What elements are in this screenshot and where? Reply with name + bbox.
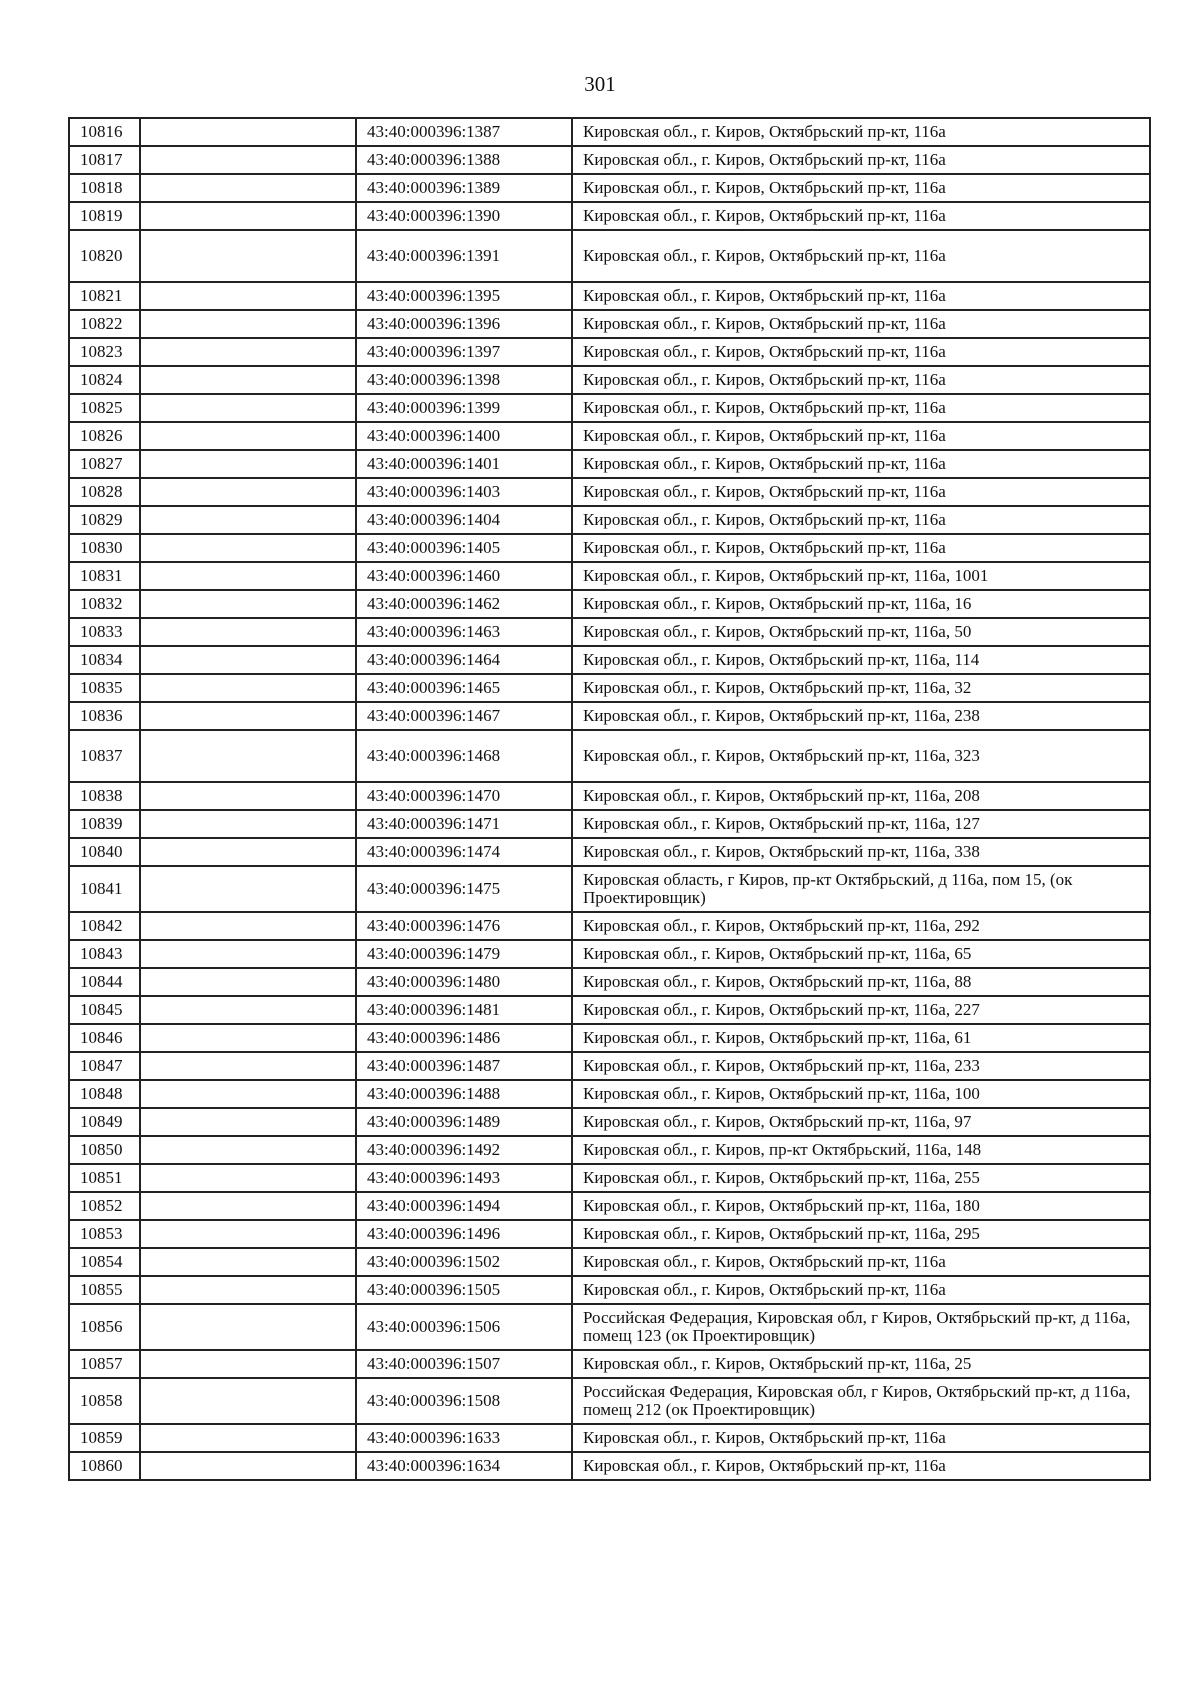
table-row	[69, 1192, 1150, 1220]
row-number: 10834	[69, 646, 140, 674]
table-row	[69, 394, 1150, 422]
row-number: 10826	[69, 422, 140, 450]
address: Кировская обл., г. Киров, Октябрьский пр-кт, 116а	[572, 202, 1150, 230]
row-number: 10827	[69, 450, 140, 478]
empty-cell	[140, 940, 356, 968]
row-number: 10837	[69, 730, 140, 782]
row-number: 10851	[69, 1164, 140, 1192]
table-row	[69, 478, 1150, 506]
address: Кировская обл., г. Киров, Октябрьский пр-кт, 116а	[572, 478, 1150, 506]
empty-cell	[140, 810, 356, 838]
row-number: 10830	[69, 534, 140, 562]
cadastral-number: 43:40:000396:1387	[356, 118, 572, 146]
empty-cell	[140, 1108, 356, 1136]
row-number: 10839	[69, 810, 140, 838]
table-row	[69, 810, 1150, 838]
registry-table-body	[69, 118, 1150, 1480]
table-row	[69, 1276, 1150, 1304]
address: Кировская обл., г. Киров, Октябрьский пр-кт, 116а, 100	[572, 1080, 1150, 1108]
row-number: 10853	[69, 1220, 140, 1248]
cadastral-number: 43:40:000396:1507	[356, 1350, 572, 1378]
empty-cell	[140, 1452, 356, 1480]
address: Кировская обл., г. Киров, Октябрьский пр-кт, 116а, 255	[572, 1164, 1150, 1192]
row-number: 10854	[69, 1248, 140, 1276]
empty-cell	[140, 838, 356, 866]
empty-cell	[140, 174, 356, 202]
cadastral-number: 43:40:000396:1633	[356, 1424, 572, 1452]
cadastral-number: 43:40:000396:1397	[356, 338, 572, 366]
address: Кировская обл., г. Киров, Октябрьский пр-кт, 116а, 127	[572, 810, 1150, 838]
empty-cell	[140, 968, 356, 996]
cadastral-number: 43:40:000396:1487	[356, 1052, 572, 1080]
row-number: 10832	[69, 590, 140, 618]
table-row	[69, 702, 1150, 730]
empty-cell	[140, 1192, 356, 1220]
empty-cell	[140, 1024, 356, 1052]
row-number: 10842	[69, 912, 140, 940]
table-row	[69, 146, 1150, 174]
cadastral-number: 43:40:000396:1506	[356, 1304, 572, 1350]
cadastral-number: 43:40:000396:1467	[356, 702, 572, 730]
row-number: 10823	[69, 338, 140, 366]
table-row	[69, 1052, 1150, 1080]
address: Кировская обл., г. Киров, Октябрьский пр-кт, 116а, 295	[572, 1220, 1150, 1248]
table-row	[69, 562, 1150, 590]
address: Кировская обл., г. Киров, Октябрьский пр-кт, 116а, 114	[572, 646, 1150, 674]
table-row	[69, 118, 1150, 146]
row-number: 10820	[69, 230, 140, 282]
table-row	[69, 940, 1150, 968]
cadastral-number: 43:40:000396:1494	[356, 1192, 572, 1220]
empty-cell	[140, 1052, 356, 1080]
row-number: 10825	[69, 394, 140, 422]
table-row	[69, 1378, 1150, 1424]
empty-cell	[140, 1276, 356, 1304]
row-number: 10855	[69, 1276, 140, 1304]
table-row	[69, 618, 1150, 646]
empty-cell	[140, 782, 356, 810]
cadastral-number: 43:40:000396:1388	[356, 146, 572, 174]
row-number: 10824	[69, 366, 140, 394]
row-number: 10818	[69, 174, 140, 202]
cadastral-number: 43:40:000396:1496	[356, 1220, 572, 1248]
row-number: 10817	[69, 146, 140, 174]
table-row	[69, 838, 1150, 866]
table-row	[69, 1220, 1150, 1248]
row-number: 10846	[69, 1024, 140, 1052]
address: Кировская обл., г. Киров, Октябрьский пр-кт, 116а	[572, 1452, 1150, 1480]
empty-cell	[140, 230, 356, 282]
row-number: 10836	[69, 702, 140, 730]
row-number: 10822	[69, 310, 140, 338]
address: Кировская обл., г. Киров, Октябрьский пр-кт, 116а, 65	[572, 940, 1150, 968]
address: Кировская обл., г. Киров, Октябрьский пр-кт, 116а	[572, 230, 1150, 282]
row-number: 10841	[69, 866, 140, 912]
empty-cell	[140, 730, 356, 782]
cadastral-number: 43:40:000396:1471	[356, 810, 572, 838]
cadastral-number: 43:40:000396:1634	[356, 1452, 572, 1480]
row-number: 10831	[69, 562, 140, 590]
empty-cell	[140, 1080, 356, 1108]
registry-table	[68, 117, 1151, 1481]
row-number: 10829	[69, 506, 140, 534]
address: Кировская обл., г. Киров, Октябрьский пр-кт, 116а	[572, 310, 1150, 338]
empty-cell	[140, 618, 356, 646]
empty-cell	[140, 146, 356, 174]
address: Российская Федерация, Кировская обл, г Киров, Октябрьский пр-кт, д 116а, помещ 212 (ок Проектировщик)	[572, 1378, 1150, 1424]
row-number: 10860	[69, 1452, 140, 1480]
cadastral-number: 43:40:000396:1395	[356, 282, 572, 310]
address: Кировская обл., г. Киров, Октябрьский пр-кт, 116а	[572, 174, 1150, 202]
address: Кировская обл., г. Киров, Октябрьский пр-кт, 116а, 238	[572, 702, 1150, 730]
empty-cell	[140, 366, 356, 394]
empty-cell	[140, 394, 356, 422]
row-number: 10848	[69, 1080, 140, 1108]
address: Кировская обл., г. Киров, Октябрьский пр-кт, 116а	[572, 282, 1150, 310]
table-row	[69, 202, 1150, 230]
cadastral-number: 43:40:000396:1474	[356, 838, 572, 866]
empty-cell	[140, 450, 356, 478]
table-row	[69, 996, 1150, 1024]
empty-cell	[140, 996, 356, 1024]
address: Кировская обл., г. Киров, Октябрьский пр-кт, 116а, 323	[572, 730, 1150, 782]
cadastral-number: 43:40:000396:1476	[356, 912, 572, 940]
cadastral-number: 43:40:000396:1470	[356, 782, 572, 810]
empty-cell	[140, 562, 356, 590]
table-row	[69, 230, 1150, 282]
empty-cell	[140, 338, 356, 366]
row-number: 10821	[69, 282, 140, 310]
address: Кировская обл., г. Киров, Октябрьский пр-кт, 116а, 208	[572, 782, 1150, 810]
row-number: 10852	[69, 1192, 140, 1220]
address: Кировская обл., г. Киров, Октябрьский пр-кт, 116а	[572, 146, 1150, 174]
cadastral-number: 43:40:000396:1390	[356, 202, 572, 230]
table-row	[69, 1304, 1150, 1350]
table-row	[69, 310, 1150, 338]
empty-cell	[140, 1424, 356, 1452]
empty-cell	[140, 478, 356, 506]
address: Кировская обл., г. Киров, Октябрьский пр-кт, 116а, 97	[572, 1108, 1150, 1136]
row-number: 10828	[69, 478, 140, 506]
address: Кировская обл., г. Киров, Октябрьский пр-кт, 116а	[572, 534, 1150, 562]
row-number: 10833	[69, 618, 140, 646]
table-row	[69, 1024, 1150, 1052]
cadastral-number: 43:40:000396:1468	[356, 730, 572, 782]
table-row	[69, 422, 1150, 450]
row-number: 10816	[69, 118, 140, 146]
empty-cell	[140, 590, 356, 618]
address: Кировская обл., г. Киров, Октябрьский пр-кт, 116а, 292	[572, 912, 1150, 940]
empty-cell	[140, 422, 356, 450]
empty-cell	[140, 674, 356, 702]
table-row	[69, 646, 1150, 674]
address: Кировская обл., г. Киров, Октябрьский пр-кт, 116а, 338	[572, 838, 1150, 866]
cadastral-number: 43:40:000396:1475	[356, 866, 572, 912]
address: Кировская обл., г. Киров, Октябрьский пр-кт, 116а	[572, 450, 1150, 478]
empty-cell	[140, 534, 356, 562]
row-number: 10856	[69, 1304, 140, 1350]
row-number: 10858	[69, 1378, 140, 1424]
address: Кировская обл., г. Киров, Октябрьский пр-кт, 116а	[572, 506, 1150, 534]
cadastral-number: 43:40:000396:1460	[356, 562, 572, 590]
table-row	[69, 730, 1150, 782]
address: Кировская обл., г. Киров, Октябрьский пр-кт, 116а, 25	[572, 1350, 1150, 1378]
table-row	[69, 1164, 1150, 1192]
table-row	[69, 1452, 1150, 1480]
cadastral-number: 43:40:000396:1462	[356, 590, 572, 618]
cadastral-number: 43:40:000396:1464	[356, 646, 572, 674]
cadastral-number: 43:40:000396:1399	[356, 394, 572, 422]
empty-cell	[140, 1248, 356, 1276]
cadastral-number: 43:40:000396:1401	[356, 450, 572, 478]
address: Кировская обл., г. Киров, Октябрьский пр-кт, 116а	[572, 118, 1150, 146]
address: Кировская обл., г. Киров, Октябрьский пр-кт, 116а, 180	[572, 1192, 1150, 1220]
address: Кировская обл., г. Киров, Октябрьский пр-кт, 116а	[572, 338, 1150, 366]
page-number: 301	[584, 72, 616, 96]
table-row	[69, 1350, 1150, 1378]
address: Кировская обл., г. Киров, Октябрьский пр-кт, 116а, 88	[572, 968, 1150, 996]
empty-cell	[140, 702, 356, 730]
cadastral-number: 43:40:000396:1389	[356, 174, 572, 202]
table-row	[69, 674, 1150, 702]
address: Кировская обл., г. Киров, Октябрьский пр-кт, 116а, 233	[572, 1052, 1150, 1080]
table-row	[69, 590, 1150, 618]
table-row	[69, 1080, 1150, 1108]
cadastral-number: 43:40:000396:1404	[356, 506, 572, 534]
row-number: 10847	[69, 1052, 140, 1080]
cadastral-number: 43:40:000396:1480	[356, 968, 572, 996]
cadastral-number: 43:40:000396:1400	[356, 422, 572, 450]
row-number: 10843	[69, 940, 140, 968]
cadastral-number: 43:40:000396:1403	[356, 478, 572, 506]
address: Кировская область, г Киров, пр-кт Октябрьский, д 116а, пом 15, (ок Проектировщик)	[572, 866, 1150, 912]
row-number: 10850	[69, 1136, 140, 1164]
empty-cell	[140, 1164, 356, 1192]
address: Кировская обл., г. Киров, Октябрьский пр-кт, 116а, 32	[572, 674, 1150, 702]
table-row	[69, 338, 1150, 366]
address: Кировская обл., г. Киров, Октябрьский пр-кт, 116а	[572, 1276, 1150, 1304]
table-row	[69, 968, 1150, 996]
row-number: 10859	[69, 1424, 140, 1452]
cadastral-number: 43:40:000396:1489	[356, 1108, 572, 1136]
cadastral-number: 43:40:000396:1396	[356, 310, 572, 338]
table-row	[69, 1108, 1150, 1136]
address: Кировская обл., г. Киров, Октябрьский пр-кт, 116а, 50	[572, 618, 1150, 646]
table-row	[69, 1248, 1150, 1276]
row-number: 10838	[69, 782, 140, 810]
row-number: 10849	[69, 1108, 140, 1136]
cadastral-number: 43:40:000396:1493	[356, 1164, 572, 1192]
cadastral-number: 43:40:000396:1405	[356, 534, 572, 562]
address: Кировская обл., г. Киров, Октябрьский пр-кт, 116а	[572, 1248, 1150, 1276]
address: Кировская обл., г. Киров, Октябрьский пр-кт, 116а	[572, 422, 1150, 450]
cadastral-number: 43:40:000396:1486	[356, 1024, 572, 1052]
address: Кировская обл., г. Киров, Октябрьский пр-кт, 116а, 16	[572, 590, 1150, 618]
empty-cell	[140, 1304, 356, 1350]
cadastral-number: 43:40:000396:1398	[356, 366, 572, 394]
empty-cell	[140, 202, 356, 230]
cadastral-number: 43:40:000396:1391	[356, 230, 572, 282]
cadastral-number: 43:40:000396:1465	[356, 674, 572, 702]
row-number: 10819	[69, 202, 140, 230]
empty-cell	[140, 506, 356, 534]
address: Кировская обл., г. Киров, Октябрьский пр-кт, 116а	[572, 1424, 1150, 1452]
row-number: 10857	[69, 1350, 140, 1378]
row-number: 10840	[69, 838, 140, 866]
row-number: 10845	[69, 996, 140, 1024]
empty-cell	[140, 1220, 356, 1248]
row-number: 10844	[69, 968, 140, 996]
table-row	[69, 450, 1150, 478]
table-row	[69, 366, 1150, 394]
address: Кировская обл., г. Киров, пр-кт Октябрьский, 116а, 148	[572, 1136, 1150, 1164]
empty-cell	[140, 282, 356, 310]
empty-cell	[140, 310, 356, 338]
cadastral-number: 43:40:000396:1505	[356, 1276, 572, 1304]
table-row	[69, 1424, 1150, 1452]
table-row	[69, 866, 1150, 912]
cadastral-number: 43:40:000396:1508	[356, 1378, 572, 1424]
empty-cell	[140, 1378, 356, 1424]
table-row	[69, 506, 1150, 534]
table-row	[69, 174, 1150, 202]
table-row	[69, 534, 1150, 562]
empty-cell	[140, 912, 356, 940]
table-row	[69, 782, 1150, 810]
address: Кировская обл., г. Киров, Октябрьский пр-кт, 116а	[572, 394, 1150, 422]
cadastral-number: 43:40:000396:1488	[356, 1080, 572, 1108]
address: Кировская обл., г. Киров, Октябрьский пр-кт, 116а, 227	[572, 996, 1150, 1024]
empty-cell	[140, 646, 356, 674]
address: Кировская обл., г. Киров, Октябрьский пр-кт, 116а, 1001	[572, 562, 1150, 590]
cadastral-number: 43:40:000396:1481	[356, 996, 572, 1024]
cadastral-number: 43:40:000396:1502	[356, 1248, 572, 1276]
cadastral-number: 43:40:000396:1463	[356, 618, 572, 646]
empty-cell	[140, 866, 356, 912]
address: Кировская обл., г. Киров, Октябрьский пр-кт, 116а	[572, 366, 1150, 394]
cadastral-number: 43:40:000396:1492	[356, 1136, 572, 1164]
table-row	[69, 912, 1150, 940]
address: Российская Федерация, Кировская обл, г Киров, Октябрьский пр-кт, д 116а, помещ 123 (ок Проектировщик)	[572, 1304, 1150, 1350]
empty-cell	[140, 1136, 356, 1164]
table-row	[69, 282, 1150, 310]
address: Кировская обл., г. Киров, Октябрьский пр-кт, 116а, 61	[572, 1024, 1150, 1052]
empty-cell	[140, 1350, 356, 1378]
empty-cell	[140, 118, 356, 146]
cadastral-number: 43:40:000396:1479	[356, 940, 572, 968]
table-row	[69, 1136, 1150, 1164]
row-number: 10835	[69, 674, 140, 702]
